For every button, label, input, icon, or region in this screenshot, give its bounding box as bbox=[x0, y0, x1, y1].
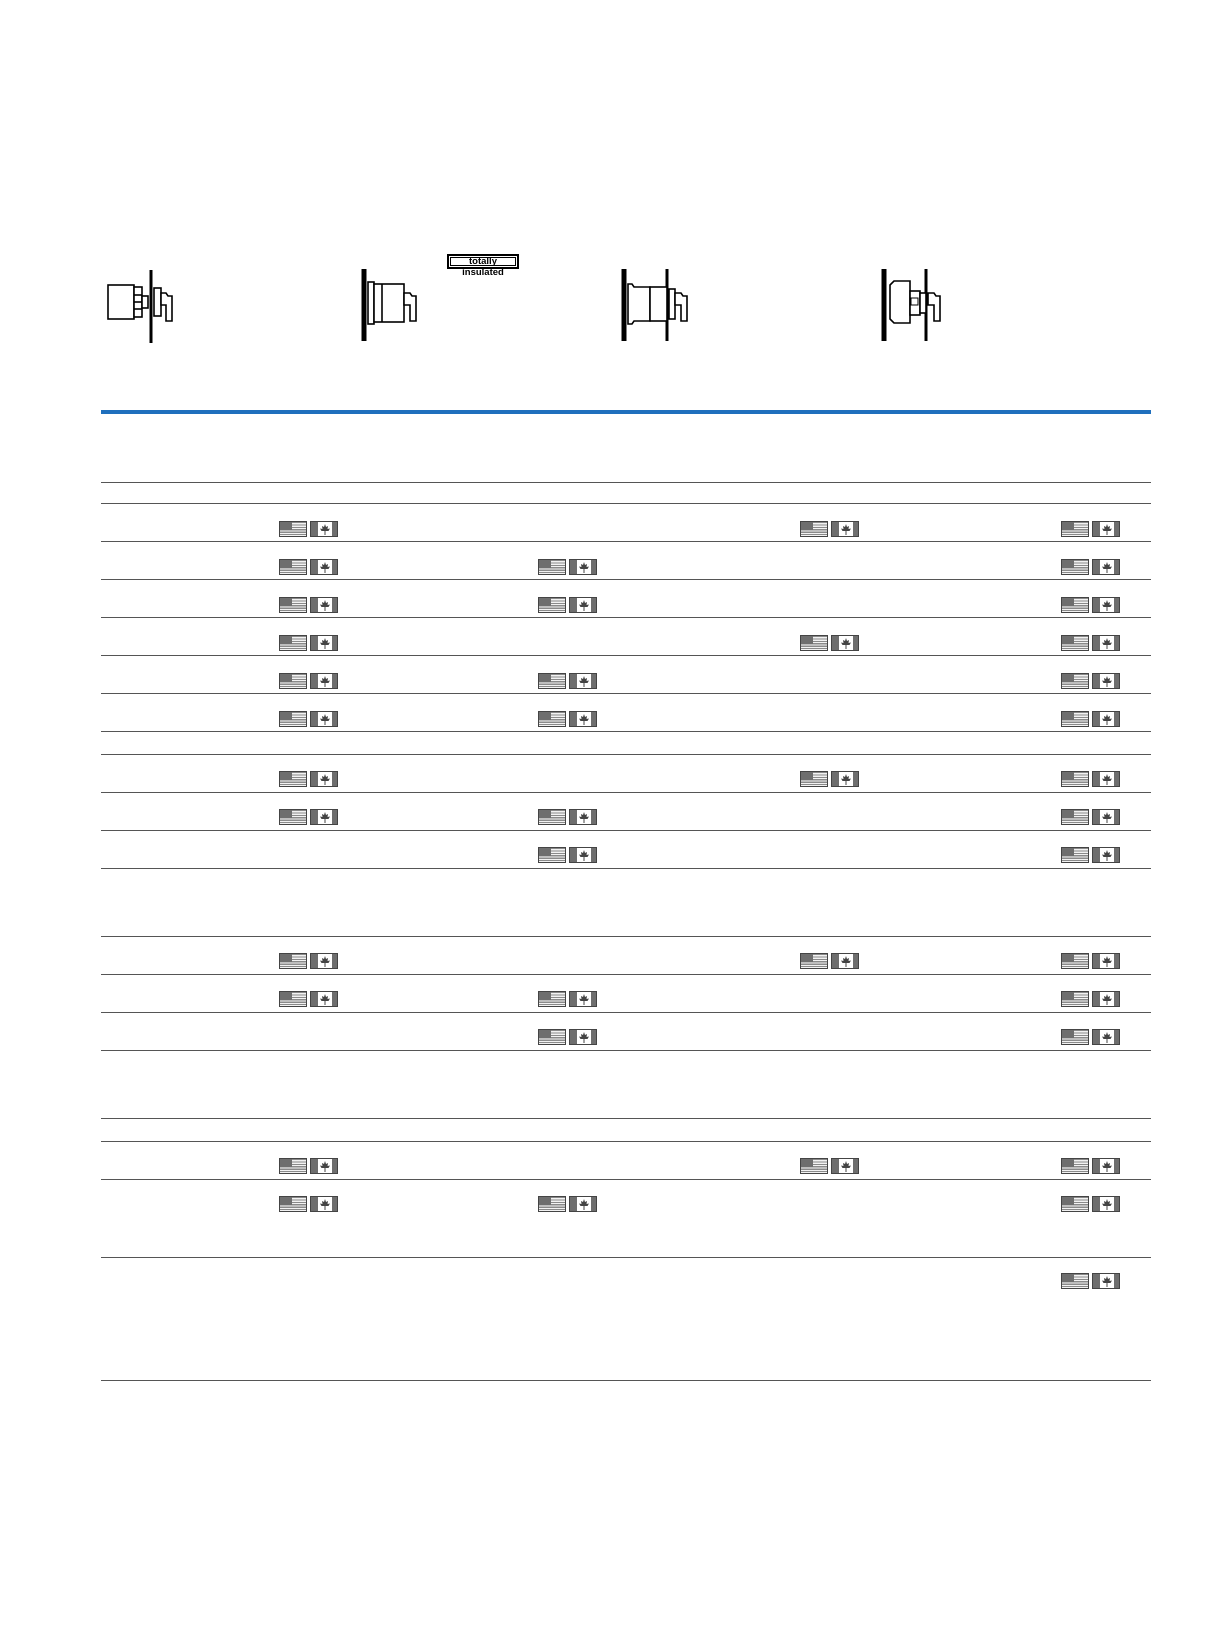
approval-flags bbox=[538, 1029, 597, 1045]
us-flag-icon bbox=[538, 673, 566, 689]
canada-flag-icon bbox=[1092, 1196, 1120, 1212]
us-flag-icon bbox=[800, 771, 828, 787]
us-flag-icon bbox=[1061, 1273, 1089, 1289]
us-flag-icon bbox=[279, 559, 307, 575]
canada-flag-icon bbox=[310, 953, 338, 969]
table-row-rule bbox=[101, 792, 1151, 793]
approval-flags bbox=[279, 559, 338, 575]
us-flag-icon bbox=[1061, 991, 1089, 1007]
table-row-rule bbox=[101, 541, 1151, 542]
approval-flags bbox=[1061, 1196, 1120, 1212]
approval-flags bbox=[538, 847, 597, 863]
canada-flag-icon bbox=[831, 953, 859, 969]
us-flag-icon bbox=[279, 809, 307, 825]
us-flag-icon bbox=[1061, 771, 1089, 787]
table-row-rule bbox=[101, 830, 1151, 831]
panel-mount-switch-icon bbox=[624, 269, 687, 341]
us-flag-icon bbox=[1061, 673, 1089, 689]
approval-flags bbox=[800, 953, 859, 969]
section-divider-rule bbox=[101, 410, 1151, 414]
approval-flags bbox=[538, 1196, 597, 1212]
us-flag-icon bbox=[538, 991, 566, 1007]
canada-flag-icon bbox=[310, 711, 338, 727]
approval-flags bbox=[279, 521, 338, 537]
us-flag-icon bbox=[1061, 1196, 1089, 1212]
table-row-rule bbox=[101, 655, 1151, 656]
approval-flags bbox=[279, 771, 338, 787]
canada-flag-icon bbox=[310, 771, 338, 787]
us-flag-icon bbox=[538, 597, 566, 613]
approval-flags bbox=[1061, 953, 1120, 969]
table-row-rule bbox=[101, 579, 1151, 580]
approval-flags bbox=[800, 1158, 859, 1174]
canada-flag-icon bbox=[831, 521, 859, 537]
canada-flag-icon bbox=[1092, 521, 1120, 537]
table-row-rule bbox=[101, 754, 1151, 755]
us-flag-icon bbox=[800, 1158, 828, 1174]
canada-flag-icon bbox=[1092, 1273, 1120, 1289]
us-flag-icon bbox=[279, 953, 307, 969]
canada-flag-icon bbox=[569, 597, 597, 613]
approval-flags bbox=[1061, 597, 1120, 613]
approval-flags bbox=[1061, 771, 1120, 787]
rear-mount-switch-icon bbox=[108, 270, 172, 343]
approval-flags bbox=[1061, 1158, 1120, 1174]
canada-flag-icon bbox=[569, 711, 597, 727]
us-flag-icon bbox=[279, 1196, 307, 1212]
us-flag-icon bbox=[279, 521, 307, 537]
table-row-rule bbox=[101, 617, 1151, 618]
approval-flags bbox=[279, 1158, 338, 1174]
us-flag-icon bbox=[279, 673, 307, 689]
canada-flag-icon bbox=[569, 991, 597, 1007]
us-flag-icon bbox=[1061, 1029, 1089, 1045]
us-flag-icon bbox=[279, 771, 307, 787]
table-row-rule bbox=[101, 1257, 1151, 1258]
canada-flag-icon bbox=[310, 635, 338, 651]
switch-diagram-4 bbox=[880, 265, 970, 345]
approval-flags bbox=[279, 991, 338, 1007]
canada-flag-icon bbox=[1092, 711, 1120, 727]
us-flag-icon bbox=[1061, 711, 1089, 727]
us-flag-icon bbox=[279, 597, 307, 613]
table-row-rule bbox=[101, 1050, 1151, 1051]
canada-flag-icon bbox=[831, 635, 859, 651]
canada-flag-icon bbox=[310, 673, 338, 689]
us-flag-icon bbox=[279, 991, 307, 1007]
us-flag-icon bbox=[1061, 635, 1089, 651]
us-flag-icon bbox=[1061, 809, 1089, 825]
canada-flag-icon bbox=[310, 991, 338, 1007]
us-flag-icon bbox=[538, 1196, 566, 1212]
canada-flag-icon bbox=[569, 559, 597, 575]
canada-flag-icon bbox=[569, 847, 597, 863]
canada-flag-icon bbox=[310, 597, 338, 613]
us-flag-icon bbox=[538, 1029, 566, 1045]
us-flag-icon bbox=[538, 559, 566, 575]
canada-flag-icon bbox=[569, 673, 597, 689]
approval-flags bbox=[279, 635, 338, 651]
us-flag-icon bbox=[1061, 847, 1089, 863]
canada-flag-icon bbox=[310, 1196, 338, 1212]
approval-flags bbox=[279, 597, 338, 613]
approval-flags bbox=[538, 597, 597, 613]
canada-flag-icon bbox=[1092, 673, 1120, 689]
us-flag-icon bbox=[800, 635, 828, 651]
approval-flags bbox=[1061, 711, 1120, 727]
us-flag-icon bbox=[1061, 953, 1089, 969]
canada-flag-icon bbox=[1092, 1158, 1120, 1174]
canada-flag-icon bbox=[1092, 635, 1120, 651]
table-row-rule bbox=[101, 1179, 1151, 1180]
approval-flags bbox=[1061, 1029, 1120, 1045]
canada-flag-icon bbox=[1092, 953, 1120, 969]
approval-flags bbox=[279, 953, 338, 969]
canada-flag-icon bbox=[569, 1196, 597, 1212]
approval-flags bbox=[1061, 991, 1120, 1007]
us-flag-icon bbox=[538, 809, 566, 825]
canada-flag-icon bbox=[310, 521, 338, 537]
table-row-rule bbox=[101, 936, 1151, 937]
switch-diagram-1 bbox=[100, 265, 190, 345]
insulated-switch-icon bbox=[364, 269, 416, 341]
approval-flags bbox=[279, 711, 338, 727]
approval-flags bbox=[279, 673, 338, 689]
approval-flags bbox=[1061, 1273, 1120, 1289]
approval-flags bbox=[279, 809, 338, 825]
flush-mount-switch-icon bbox=[884, 269, 940, 341]
table-row-rule bbox=[101, 482, 1151, 483]
approval-flags bbox=[538, 559, 597, 575]
canada-flag-icon bbox=[569, 1029, 597, 1045]
table-row-rule bbox=[101, 974, 1151, 975]
us-flag-icon bbox=[800, 521, 828, 537]
canada-flag-icon bbox=[310, 559, 338, 575]
approval-flags bbox=[538, 991, 597, 1007]
us-flag-icon bbox=[538, 711, 566, 727]
us-flag-icon bbox=[1061, 521, 1089, 537]
us-flag-icon bbox=[279, 635, 307, 651]
canada-flag-icon bbox=[1092, 597, 1120, 613]
canada-flag-icon bbox=[569, 809, 597, 825]
table-row-rule bbox=[101, 1012, 1151, 1013]
table-row-rule bbox=[101, 693, 1151, 694]
approval-flags bbox=[279, 1196, 338, 1212]
canada-flag-icon bbox=[1092, 771, 1120, 787]
canada-flag-icon bbox=[1092, 559, 1120, 575]
approval-flags bbox=[1061, 559, 1120, 575]
totally-insulated-badge: totally insulated bbox=[447, 254, 519, 269]
switch-diagram-2 bbox=[360, 265, 450, 345]
us-flag-icon bbox=[1061, 597, 1089, 613]
approval-flags bbox=[538, 673, 597, 689]
us-flag-icon bbox=[279, 711, 307, 727]
canada-flag-icon bbox=[1092, 991, 1120, 1007]
approval-flags bbox=[1061, 521, 1120, 537]
canada-flag-icon bbox=[310, 809, 338, 825]
approval-flags bbox=[1061, 673, 1120, 689]
us-flag-icon bbox=[1061, 1158, 1089, 1174]
table-row-rule bbox=[101, 1380, 1151, 1381]
approval-flags bbox=[1061, 809, 1120, 825]
canada-flag-icon bbox=[1092, 847, 1120, 863]
us-flag-icon bbox=[279, 1158, 307, 1174]
table-row-rule bbox=[101, 1118, 1151, 1119]
approval-flags bbox=[800, 771, 859, 787]
us-flag-icon bbox=[800, 953, 828, 969]
table-row-rule bbox=[101, 503, 1151, 504]
approval-flags bbox=[1061, 847, 1120, 863]
approval-flags bbox=[800, 521, 859, 537]
us-flag-icon bbox=[1061, 559, 1089, 575]
approval-flags bbox=[538, 809, 597, 825]
canada-flag-icon bbox=[831, 1158, 859, 1174]
canada-flag-icon bbox=[1092, 1029, 1120, 1045]
table-row-rule bbox=[101, 1141, 1151, 1142]
switch-diagram-3 bbox=[620, 265, 710, 345]
canada-flag-icon bbox=[1092, 809, 1120, 825]
approval-flags bbox=[800, 635, 859, 651]
canada-flag-icon bbox=[831, 771, 859, 787]
canada-flag-icon bbox=[310, 1158, 338, 1174]
approval-flags bbox=[1061, 635, 1120, 651]
table-row-rule bbox=[101, 731, 1151, 732]
approval-flags bbox=[538, 711, 597, 727]
table-row-rule bbox=[101, 868, 1151, 869]
us-flag-icon bbox=[538, 847, 566, 863]
